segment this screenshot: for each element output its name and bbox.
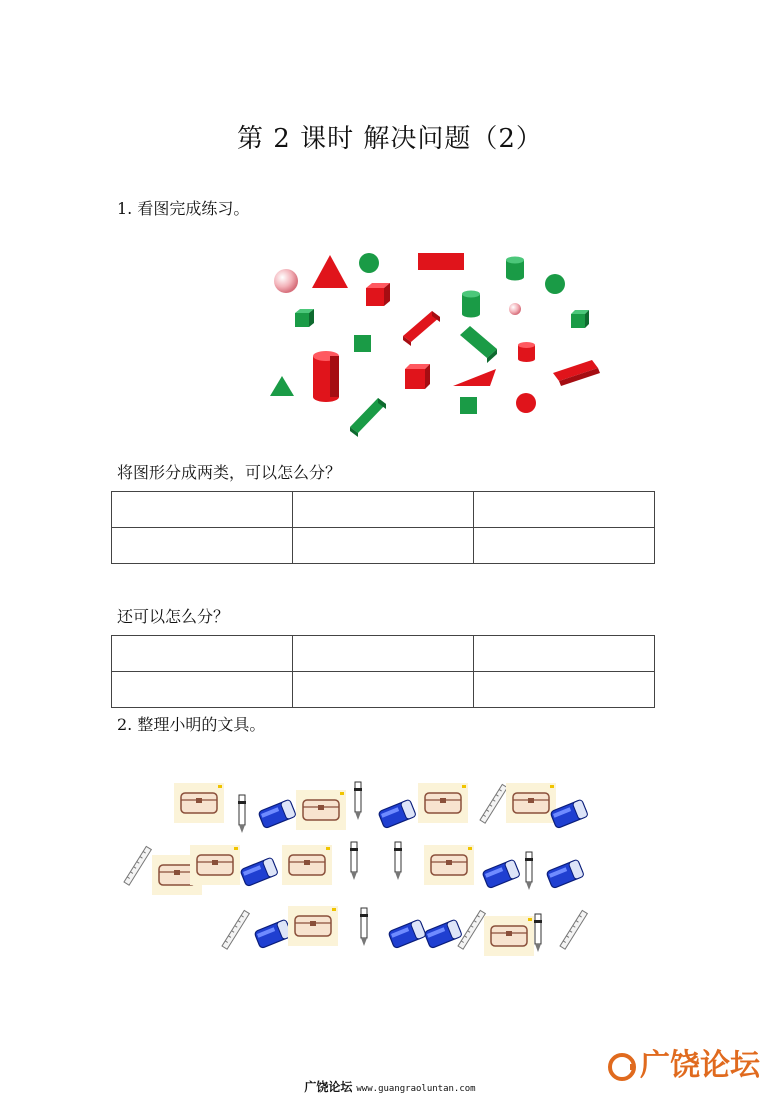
green-square-shape <box>460 397 477 414</box>
ruler-item <box>222 910 249 949</box>
pencil-case-item <box>424 845 474 885</box>
answer-cell[interactable] <box>474 636 655 672</box>
pencil-case-item <box>288 906 338 946</box>
green-cube-shape <box>295 309 314 327</box>
red-triangle-shape <box>453 369 496 386</box>
eraser-item <box>240 857 278 886</box>
eraser-item <box>378 799 416 828</box>
answer-cell[interactable] <box>293 636 474 672</box>
footer-url[interactable]: www.guangraoluntan.com <box>356 1084 476 1094</box>
answer-cell[interactable] <box>293 492 474 528</box>
answer-cell[interactable] <box>293 672 474 708</box>
pencil-case-item <box>484 916 534 956</box>
small-sphere-shape <box>274 269 298 293</box>
pencil-case-item <box>190 845 240 885</box>
red-rectangle-shape <box>418 253 464 270</box>
question-1-label: 1. 看图完成练习。 <box>117 199 250 218</box>
pencil-case-item <box>174 783 224 823</box>
pencil-item <box>238 795 246 833</box>
green-cylinder-shape <box>506 257 524 281</box>
pencil-case-item <box>296 790 346 830</box>
answer-cell[interactable] <box>474 492 655 528</box>
eraser-item <box>550 799 588 828</box>
pencil-item <box>525 852 533 890</box>
answer-table-1 <box>111 491 655 564</box>
green-square-shape <box>354 335 371 352</box>
small-sphere-shape <box>509 303 521 315</box>
eraser-item <box>258 799 296 828</box>
red-cube-shape <box>405 364 430 389</box>
eraser-item <box>388 919 426 948</box>
pencil-case-item <box>418 783 468 823</box>
eraser-item <box>482 859 520 888</box>
ruler-item <box>560 910 587 949</box>
green-cube-shape <box>571 310 589 328</box>
answer-cell[interactable] <box>474 672 655 708</box>
ruler-item <box>480 784 507 823</box>
pencil-item <box>394 842 402 880</box>
answer-cell[interactable] <box>293 528 474 564</box>
green-triangle-shape <box>270 376 294 396</box>
g-logo-icon <box>608 1053 636 1081</box>
green-cylinder-shape <box>462 291 480 318</box>
eraser-item <box>546 859 584 888</box>
answer-cell[interactable] <box>474 528 655 564</box>
pencil-case-item <box>282 845 332 885</box>
answer-cell[interactable] <box>112 492 293 528</box>
green-cuboid-shape <box>460 326 497 363</box>
answer-cell[interactable] <box>112 672 293 708</box>
red-triangle-shape <box>312 255 348 288</box>
pencil-item <box>354 782 362 820</box>
red-cuboid-shape <box>553 360 600 386</box>
answer-cell[interactable] <box>112 636 293 672</box>
eraser-item <box>424 919 462 948</box>
ruler-item <box>458 910 485 949</box>
pencil-item <box>350 842 358 880</box>
answer-cell[interactable] <box>112 528 293 564</box>
pencil-case-item <box>152 855 202 895</box>
red-cuboid-shape <box>403 311 440 346</box>
footer-brand: 广饶论坛 <box>304 1080 353 1094</box>
green-circle-shape <box>545 274 565 294</box>
page-title: 第 2 课时 解决问题（2） <box>237 124 543 154</box>
red-cylinder-shape <box>313 351 339 402</box>
pencil-case-item <box>506 783 556 823</box>
question-2-label: 2. 整理小明的文具。 <box>117 715 266 734</box>
sort-prompt-1: 将图形分成两类，可以怎么分？ <box>117 463 342 482</box>
green-cuboid-shape <box>350 398 386 437</box>
pencil-item <box>360 908 368 946</box>
logo-text: 广饶论坛 <box>640 1048 760 1083</box>
red-circle-shape <box>516 393 536 413</box>
pencil-item <box>534 914 542 952</box>
ruler-item <box>124 846 151 885</box>
eraser-item <box>254 919 292 948</box>
red-cylinder-shape <box>518 342 535 362</box>
red-cube-shape <box>366 283 390 306</box>
page-footer <box>0 1078 780 1095</box>
green-circle-shape <box>359 253 379 273</box>
answer-table-2 <box>111 635 655 708</box>
sort-prompt-2: 还可以怎么分？ <box>117 607 230 626</box>
